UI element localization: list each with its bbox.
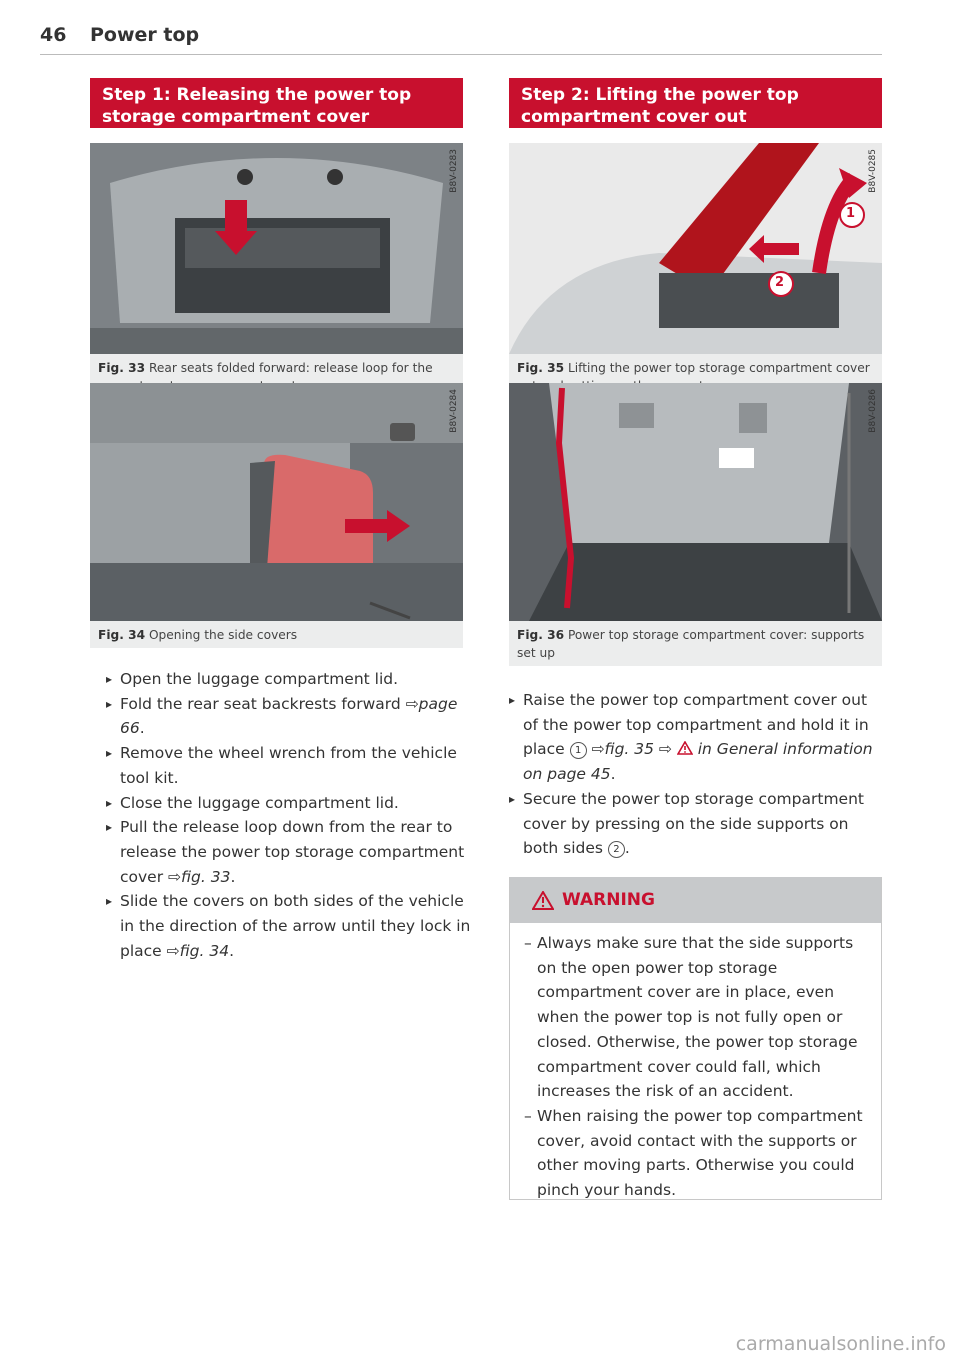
warning-box — [509, 877, 882, 1200]
circle-ref-2: 2 — [608, 841, 625, 858]
fig35-image — [509, 143, 882, 354]
section-title: Power top — [90, 24, 200, 46]
step1-item-5: ▸ Pull the release loop down from the rear to release the power top storage compartment cover ⇨fig. 33. — [106, 815, 471, 889]
callout-2: 2 — [775, 275, 785, 290]
callout-1: 1 — [846, 206, 856, 221]
fig34-code: B8V-0284 — [449, 389, 459, 433]
fig35-label: Fig. 35 — [517, 361, 565, 375]
watermark: carmanualsonline.info — [735, 1333, 946, 1355]
fig34-label: Fig. 34 — [98, 628, 146, 642]
fig35-ref[interactable]: ⇨fig. 35 ⇨ — [586, 740, 677, 759]
fig36-code: B8V-0286 — [868, 389, 878, 433]
page-header — [40, 24, 882, 55]
step1-item-1: ▸ Open the luggage compartment lid. — [106, 667, 471, 692]
step2-title: Step 2: Lifting the power top compartment cover out — [521, 85, 799, 127]
step1-item-4: ▸ Close the luggage compartment lid. — [106, 791, 471, 816]
step1-instructions — [106, 667, 471, 963]
warning-item-1: – Always make sure that the side supports on the open power top storage compartment cover are in place, even when the power top is not fully open or closed. Otherwise, the power top storage compartment cover could fall, which increases the risk of an accident. — [524, 931, 863, 1104]
step1-item-2: ▸ Fold the rear seat backrests forward ⇨page 66. — [106, 692, 471, 741]
figure-33 — [90, 143, 463, 400]
step2-banner — [509, 78, 882, 128]
fig34-caption-text: Opening the side covers — [148, 628, 298, 642]
fig36-image — [509, 383, 882, 621]
fig33-caption-text: Rear seats folded forward: release loop for the — [148, 361, 433, 375]
fig36-label: Fig. 36 — [517, 628, 565, 642]
step1-item-3: ▸ Remove the wheel wrench from the vehicle tool kit. — [106, 741, 471, 790]
warning-title: WARNING — [562, 890, 655, 910]
fig34-ref[interactable]: ⇨fig. 34 — [166, 941, 230, 960]
circle-ref-1: 1 — [570, 742, 587, 759]
step1-banner — [90, 78, 463, 128]
step2-item-1: ▸ Raise the power top compartment cover out of the power top compartment and hold it in place 1 ⇨fig. 35 ⇨ in General information on page 45. — [509, 688, 882, 787]
warning-item-2: – When raising the power top compartment cover, avoid contact with the supports or other moving parts. Otherwise you could pinch your hands. — [524, 1104, 863, 1203]
page-number: 46 — [40, 24, 67, 46]
figure-35 — [509, 143, 882, 400]
page-ref-66[interactable]: ⇨page 66 — [120, 694, 458, 738]
warning-triangle-icon — [677, 741, 693, 755]
warning-icon — [532, 891, 554, 910]
fig33-label: Fig. 33 — [98, 361, 146, 375]
fig33-image — [90, 143, 463, 354]
step1-title: Step 1: Releasing the power top storage compartment cover — [102, 85, 412, 127]
fig35-code: B8V-0285 — [868, 149, 878, 193]
general-info-ref[interactable]: in General information on page 45 — [523, 740, 873, 784]
figure-34 — [90, 383, 463, 648]
warning-header — [510, 877, 881, 923]
step2-item-2: ▸ Secure the power top storage compartment cover by pressing on the side supports on both sides 2 . — [509, 787, 882, 861]
fig36-caption-text: Power top storage compartment cover: supports set up — [517, 628, 865, 660]
step2-instructions — [509, 688, 882, 861]
fig35-caption-text: Lifting the power top storage compartment cover — [567, 361, 870, 375]
fig33-ref[interactable]: ⇨fig. 33 — [168, 867, 231, 886]
step1-item-6: ▸ Slide the covers on both sides of the vehicle in the direction of the arrow until they lock in place ⇨fig. 34. — [106, 889, 471, 963]
fig34-caption — [98, 626, 458, 644]
warning-body — [510, 923, 881, 1203]
fig33-code: B8V-0283 — [449, 149, 459, 193]
figure-36 — [509, 383, 882, 666]
fig34-image — [90, 383, 463, 621]
fig36-caption — [517, 626, 877, 662]
